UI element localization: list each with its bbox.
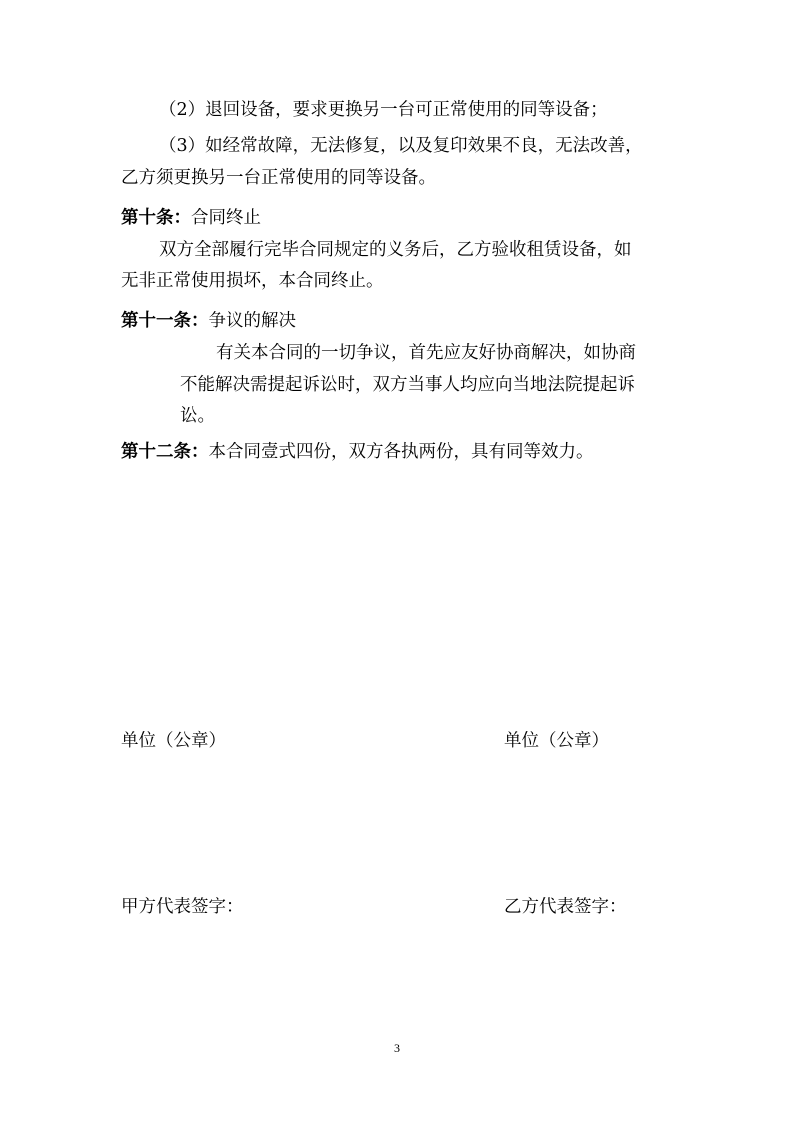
article-12-body: 本合同壹式四份，双方各执两份，具有同等效力。 <box>208 442 594 462</box>
article-10-heading: 第十条： <box>121 208 191 228</box>
clause-item-3-line-1: （3）如经常故障，无法修复，以及复印效果不良，无法改善， <box>159 136 643 156</box>
article-10-body-line-1: 双方全部履行完毕合同规定的义务后，乙方验收租赁设备，如 <box>159 240 632 260</box>
page-number: 3 <box>394 1041 400 1055</box>
article-10-body-line-2: 无非正常使用损坏，本合同终止。 <box>121 271 384 291</box>
party-b-signature-label: 乙方代表签字： <box>504 897 627 917</box>
clause-item-3-line-2: 乙方须更换另一台正常使用的同等设备。 <box>121 168 436 188</box>
party-b-unit-seal: 单位（公章） <box>504 731 609 751</box>
article-11-heading-line <box>121 309 296 333</box>
clause-item-2: （2）退回设备，要求更换另一台可正常使用的同等设备； <box>159 100 608 120</box>
party-a-unit-seal: 单位（公章） <box>121 731 226 751</box>
article-11-body-line-2: 不能解决需提起诉讼时，双方当事人均应向当地法院提起诉 <box>180 375 635 395</box>
article-11-body-line-1: 有关本合同的一切争议，首先应友好协商解决，如协商 <box>216 343 636 363</box>
article-12-line <box>121 440 594 464</box>
article-11-title: 争议的解决 <box>208 311 296 331</box>
article-11-body-line-3: 讼。 <box>180 406 215 426</box>
article-10-heading-line <box>121 206 261 230</box>
article-12-heading: 第十二条： <box>121 442 209 462</box>
party-a-signature-label: 甲方代表签字： <box>121 897 244 917</box>
article-10-title: 合同终止 <box>191 208 261 228</box>
article-11-heading: 第十一条： <box>121 311 209 331</box>
